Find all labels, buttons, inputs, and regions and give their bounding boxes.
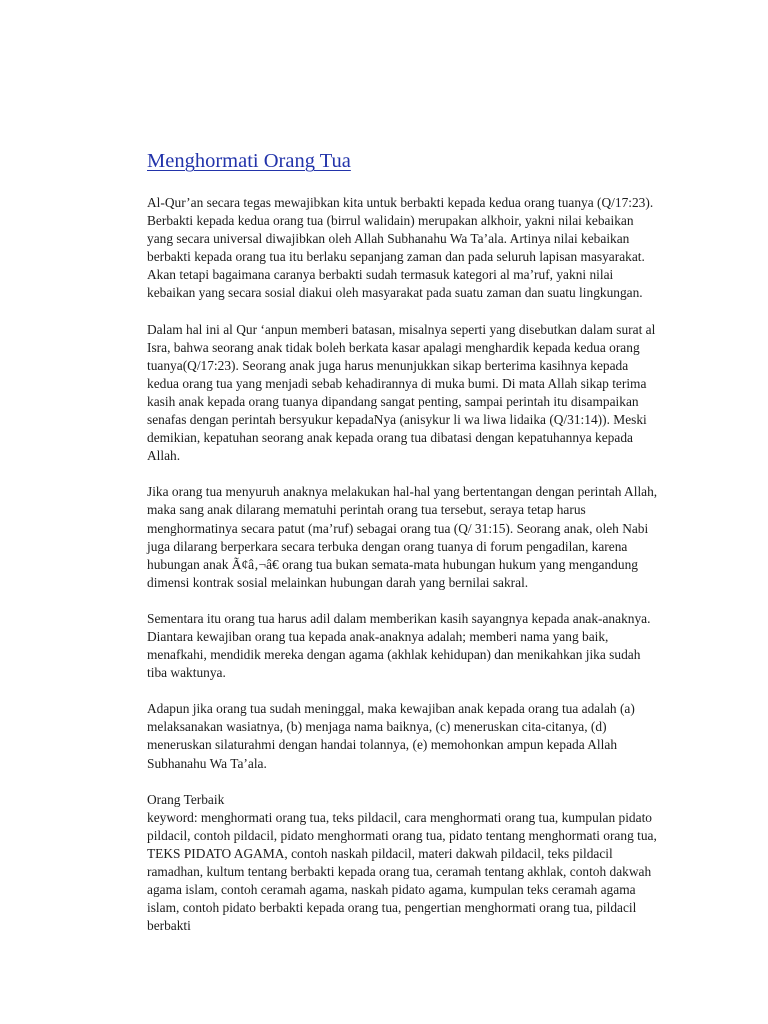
keywords-text: keyword: menghormati orang tua, teks pildacil, cara menghormati orang tua, kumpulan pidato pildacil, contoh pildacil, pidato menghormati orang tua, pidato tentang menghormati orang tua, TEKS PIDATO AGAMA, contoh naskah pildacil, materi dakwah pildacil, teks pildacil ramadhan, kultum tentang berbakti kepada orang tua, ceramah tentang akhlak, contoh dakwah agama islam, contoh ceramah agama, naskah pidato agama, kumpulan teks ceramah agama islam, contoh pidato berbakti kepada orang tua, pengertian menghormati orang tua, pildacil berbakti <box>147 809 657 934</box>
paragraph-2: Dalam hal ini al Qur ‘anpun memberi batasan, misalnya seperti yang disebutkan dalam surat al Isra, bahwa seorang anak tidak boleh berkata kasar apalagi menghardik kepada kedua orang tuanya(Q/17:23). Seorang anak juga harus menunjukkan sikap berterima kasihnya kepada kedua orang tua yang menjadi sebab kehadirannya di muka bumi. Di mata Allah sikap terima kasih anak kepada orang tuanya dipandang sangat penting, sampai perintah itu disampaikan senafas dengan perintah bersyukur kepadaNya (anisykur li wa liwa lidaika (Q/31:14)). Meski demikian, kepatuhan seorang anak kepada orang tua dibatasi dengan kepatuhannya kepada Allah. <box>147 321 656 464</box>
paragraph-1: Al-Qur’an secara tegas mewajibkan kita untuk berbakti kepada kedua orang tuanya (Q/17:23). Berbakti kepada kedua orang tua (birrul walidain) merupakan alkhoir, yakni nilai kebaikan yang secara universal diwajibkan oleh Allah Subhanahu Wa Ta’ala. Artinya nilai kebaikan berbakti kepada orang tua itu berlaku sepanjang zaman dan pada seluruh lapisan masyarakat. Akan tetapi bagaimana caranya berbakti sudah termasuk kategori al ma’ruf, yakni nilai kebaikan yang secara sosial diakui oleh masyarakat pada suatu zaman dan suatu lingkungan. <box>147 195 654 301</box>
title-link[interactable]: Menghormati Orang Tua <box>147 150 351 172</box>
paragraph-3: Jika orang tua menyuruh anaknya melakukan hal-hal yang bertentangan dengan perintah Allah, maka sang anak dilarang mematuhi perintah orang tua tersebut, seraya tetap harus menghormatinya secara patut (ma’ruf) sebagai orang tua (Q/ 31:15). Seorang anak, oleh Nabi juga dilarang berperkara secara terbuka dengan orang tuanya di forum pengadilan, karena hubungan anak Ã¢â‚¬â€ orang tua bukan semata-mata hubungan hukum yang mengandung dimensi kontrak sosial melainkan hubungan darah yang bernilai sakral. <box>147 484 658 590</box>
paragraph-5: Adapun jika orang tua sudah meninggal, maka kewajiban anak kepada orang tua adalah (a) melaksanakan wasiatnya, (b) menjaga nama baiknya, (c) meneruskan cita-citanya, (d) meneruskan silaturahmi dengan handai tolannya, (e) memohonkan ampun kepada Allah Subhanahu Wa Ta’ala. <box>147 701 635 771</box>
document-body <box>147 148 662 935</box>
footer-label: Orang Terbaik <box>147 791 225 807</box>
paragraph-4: Sementara itu orang tua harus adil dalam memberikan kasih sayangnya kepada anak-anaknya. Diantara kewajiban orang tua kepada anak-anaknya adalah; memberi nama yang baik, menafkahi, mendidik mereka dengan agama (akhlak kehidupan) dan menikahkan jika sudah tiba waktunya. <box>147 610 651 681</box>
document-title <box>147 148 662 174</box>
